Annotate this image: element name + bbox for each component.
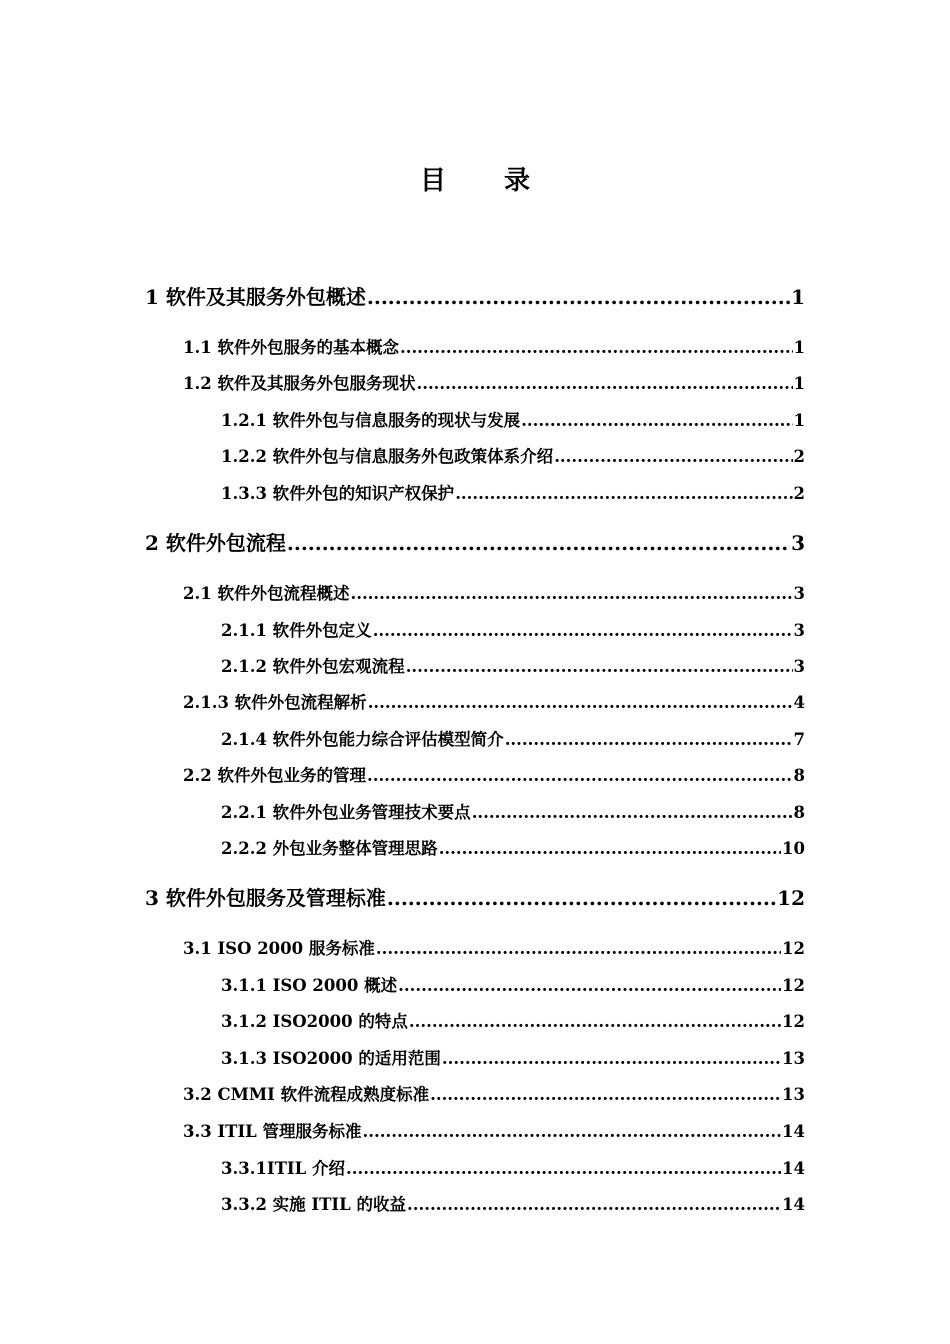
toc-entry-page-number: 1 [793, 411, 805, 430]
dot-leader [554, 447, 792, 466]
toc-entry-page-number: 14 [782, 1122, 805, 1141]
dot-leader [367, 766, 793, 785]
toc-entry-label: 3 软件外包服务及管理标准 [145, 886, 386, 910]
toc-entry-label: 2.2.2 外包业务整体管理思路 [221, 839, 438, 858]
dot-leader [376, 939, 781, 958]
toc-entry-page-number: 8 [793, 766, 805, 785]
dot-leader [363, 1122, 782, 1141]
dot-leader [521, 411, 792, 430]
toc-entry-page-number: 3 [791, 531, 805, 555]
dot-leader [407, 1195, 781, 1214]
dot-leader [287, 531, 790, 555]
toc-entry-label: 3.1 ISO 2000 服务标准 [183, 939, 375, 958]
dot-leader [505, 730, 793, 749]
toc-entry-label: 1.2.2 软件外包与信息服务外包政策体系介绍 [221, 447, 554, 466]
title-char-1: 目 [419, 166, 446, 196]
toc-entry[interactable] [221, 1045, 805, 1069]
toc-entry[interactable] [183, 762, 805, 786]
toc-entry[interactable] [221, 617, 805, 641]
toc-entry-label: 2.1.3 软件外包流程解析 [183, 693, 367, 712]
toc-entry[interactable] [221, 653, 805, 677]
dot-leader [406, 657, 793, 676]
toc-entry-page-number: 1 [793, 374, 805, 393]
toc-entry-label: 1.2.1 软件外包与信息服务的现状与发展 [221, 411, 521, 430]
toc-entry[interactable] [221, 1008, 805, 1032]
toc-entry-page-number: 2 [793, 447, 805, 466]
toc-entry-label: 1 软件及其服务外包概述 [145, 285, 366, 309]
toc-entry[interactable] [221, 480, 805, 504]
toc-entry-label: 2.1.1 软件外包定义 [221, 621, 372, 640]
toc-entry-page-number: 10 [782, 839, 805, 858]
toc-entry[interactable] [183, 1081, 805, 1105]
toc-entry-label: 3.1.2 ISO2000 的特点 [221, 1012, 408, 1031]
toc-entry-label: 3.1.3 ISO2000 的适用范围 [221, 1049, 441, 1068]
toc-entry-label: 3.1.1 ISO 2000 概述 [221, 976, 398, 995]
page-title [0, 160, 950, 197]
toc-entry-label: 3.3.2 实施 ITIL 的收益 [221, 1195, 406, 1214]
toc-entry[interactable] [221, 972, 805, 996]
toc-entry-page-number: 3 [793, 621, 805, 640]
dot-leader [439, 839, 781, 858]
toc-entry[interactable] [221, 726, 805, 750]
toc-entry-page-number: 14 [782, 1159, 805, 1178]
toc-entry-label: 3.2 CMMI 软件流程成熟度标准 [183, 1085, 430, 1104]
toc-entry[interactable] [145, 527, 805, 556]
toc-entry-label: 2.1 软件外包流程概述 [183, 584, 350, 603]
dot-leader [346, 1159, 781, 1178]
title-char-2: 录 [504, 166, 531, 196]
dot-leader [442, 1049, 781, 1068]
toc-entry[interactable] [145, 281, 805, 310]
dot-leader [416, 374, 792, 393]
toc-entry-page-number: 13 [782, 1085, 805, 1104]
toc-entry-page-number: 12 [777, 886, 805, 910]
toc-entry-page-number: 4 [793, 693, 805, 712]
dot-leader [367, 285, 790, 309]
toc-entry[interactable] [145, 882, 805, 911]
toc-entry[interactable] [183, 689, 805, 713]
dot-leader [472, 803, 793, 822]
toc-entry[interactable] [221, 1155, 805, 1179]
toc-entry-label: 2.2.1 软件外包业务管理技术要点 [221, 803, 471, 822]
toc-entry[interactable] [221, 799, 805, 823]
toc-entry[interactable] [183, 1118, 805, 1142]
toc-entry-label: 3.3.1ITIL 介绍 [221, 1159, 345, 1178]
toc-entry[interactable] [221, 407, 805, 431]
dot-leader [387, 886, 776, 910]
dot-leader [430, 1085, 781, 1104]
toc-entry-page-number: 2 [793, 484, 805, 503]
toc-entry-page-number: 14 [782, 1195, 805, 1214]
toc-entry-label: 2 软件外包流程 [145, 531, 286, 555]
toc-entry-page-number: 3 [793, 657, 805, 676]
dot-leader [373, 621, 793, 640]
toc-entry-page-number: 12 [782, 1012, 805, 1031]
toc-entry-label: 1.2 软件及其服务外包服务现状 [183, 374, 416, 393]
toc-entry-page-number: 8 [793, 803, 805, 822]
toc-entry-page-number: 7 [793, 730, 805, 749]
toc-entry-label: 2.2 软件外包业务的管理 [183, 766, 366, 785]
toc-entry-page-number: 12 [782, 939, 805, 958]
toc-entry[interactable] [183, 334, 805, 358]
toc-entry[interactable] [183, 370, 805, 394]
toc-entry-page-number: 3 [793, 584, 805, 603]
toc-entry-label: 1.3.3 软件外包的知识产权保护 [221, 484, 455, 503]
toc-entry-page-number: 12 [782, 976, 805, 995]
toc-entry[interactable] [183, 935, 805, 959]
dot-leader [398, 976, 781, 995]
toc-entry-page-number: 1 [791, 285, 805, 309]
dot-leader [455, 484, 792, 503]
toc-entry[interactable] [183, 580, 805, 604]
toc-entry[interactable] [221, 443, 805, 467]
toc-entry-page-number: 1 [793, 338, 805, 357]
dot-leader [400, 338, 793, 357]
dot-leader [368, 693, 793, 712]
dot-leader [409, 1012, 781, 1031]
toc-entry[interactable] [221, 835, 805, 859]
toc-entry-label: 3.3 ITIL 管理服务标准 [183, 1122, 362, 1141]
toc-entry-page-number: 13 [782, 1049, 805, 1068]
toc-entry-label: 1.1 软件外包服务的基本概念 [183, 338, 399, 357]
dot-leader [350, 584, 792, 603]
toc-entry-label: 2.1.4 软件外包能力综合评估模型简介 [221, 730, 504, 749]
toc-entry-label: 2.1.2 软件外包宏观流程 [221, 657, 405, 676]
toc-entry[interactable] [221, 1191, 805, 1215]
